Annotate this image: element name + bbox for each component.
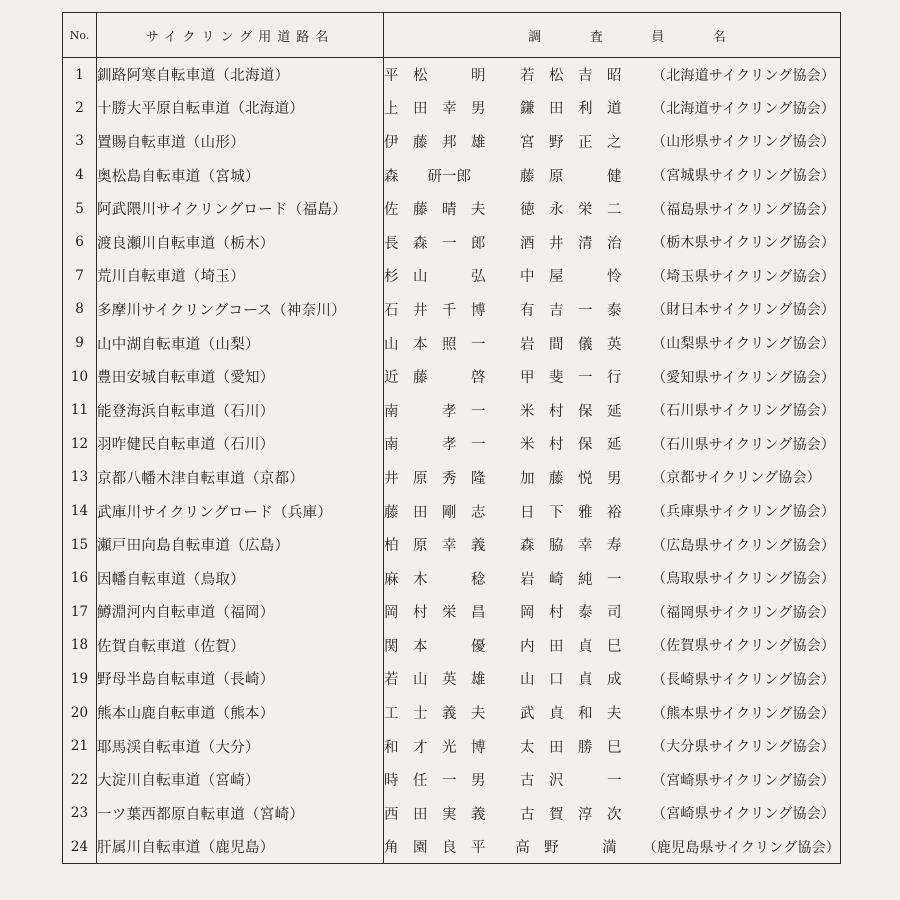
- investigators-cell: [384, 158, 841, 192]
- table-row: [63, 360, 841, 394]
- row-number: 21: [63, 729, 97, 763]
- investigator-1: 工 士 義 夫: [384, 706, 486, 723]
- investigators-cell: [384, 629, 841, 663]
- table-row: [63, 259, 841, 293]
- investigator-1: 平 松 明: [384, 68, 486, 85]
- row-number: 19: [63, 662, 97, 696]
- organization: （鳥取県サイクリング協会）: [652, 571, 836, 588]
- investigator-1: 岡 村 栄 昌: [384, 605, 486, 622]
- road-name: 大淀川自転車道（宮崎）: [97, 763, 384, 797]
- row-number: 6: [63, 225, 97, 259]
- row-number: 18: [63, 629, 97, 663]
- investigator-2: 山 口 貞 成: [520, 672, 622, 689]
- table-row: [63, 326, 841, 360]
- investigator-2: 宮 野 正 之: [520, 134, 622, 151]
- investigator-2: 古 沢 一: [520, 773, 622, 790]
- organization: （京都サイクリング協会）: [652, 470, 821, 487]
- investigators-cell: [384, 259, 841, 293]
- row-number: 20: [63, 696, 97, 730]
- table-row: [63, 662, 841, 696]
- row-number: 8: [63, 293, 97, 327]
- investigator-2: 岩 崎 純 一: [520, 571, 622, 588]
- road-name: 置賜自転車道（山形）: [97, 125, 384, 159]
- investigators-cell: [384, 662, 841, 696]
- row-number: 14: [63, 494, 97, 528]
- investigator-2: 米 村 保 延: [520, 403, 622, 420]
- road-name: 鱒淵河内自転車道（福岡）: [97, 595, 384, 629]
- row-number: 16: [63, 561, 97, 595]
- row-number: 7: [63, 259, 97, 293]
- header-investigators-char: 名: [712, 29, 726, 45]
- table-row: [63, 494, 841, 528]
- road-name: 佐賀自転車道（佐賀）: [97, 629, 384, 663]
- investigator-1: 麻 木 稔: [384, 571, 486, 588]
- row-number: 2: [63, 91, 97, 125]
- investigators-cell: [384, 427, 841, 461]
- investigators-cell: [384, 293, 841, 327]
- road-name: 山中湖自転車道（山梨）: [97, 326, 384, 360]
- investigator-1: 井 原 秀 隆: [384, 470, 486, 487]
- road-name: 多摩川サイクリングコース（神奈川）: [97, 293, 384, 327]
- table-row: [63, 158, 841, 192]
- road-name: 野母半島自転車道（長崎）: [97, 662, 384, 696]
- row-number: 13: [63, 461, 97, 495]
- table-header-row: [63, 13, 841, 58]
- row-number: 12: [63, 427, 97, 461]
- table-row: [63, 393, 841, 427]
- organization: （埼玉県サイクリング協会）: [652, 268, 836, 285]
- road-name: 十勝大平原自転車道（北海道）: [97, 91, 384, 125]
- organization: （兵庫県サイクリング協会）: [652, 504, 836, 521]
- road-name: 熊本山鹿自転車道（熊本）: [97, 696, 384, 730]
- row-number: 15: [63, 528, 97, 562]
- investigator-1: 上 田 幸 男: [384, 101, 486, 118]
- road-name: 豊田安城自転車道（愛知）: [97, 360, 384, 394]
- investigator-2: 鎌 田 利 道: [520, 101, 622, 118]
- organization: （財日本サイクリング協会）: [652, 302, 836, 319]
- investigator-2: 酒 井 清 治: [520, 235, 622, 252]
- investigator-2: 徳 永 栄 二: [520, 202, 622, 219]
- row-number: 5: [63, 192, 97, 226]
- survey-table: [62, 12, 841, 864]
- investigator-1: 角 園 良 平: [384, 840, 486, 857]
- investigator-2: 武 貞 和 夫: [520, 706, 622, 723]
- investigator-1: 石 井 千 博: [384, 302, 486, 319]
- road-name: 阿武隈川サイクリングロード（福島）: [97, 192, 384, 226]
- row-number: 23: [63, 797, 97, 831]
- road-name: 因幡自転車道（鳥取）: [97, 561, 384, 595]
- table-row: [63, 192, 841, 226]
- road-name: 羽咋健民自転車道（石川）: [97, 427, 384, 461]
- investigator-2: 森 脇 幸 寿: [520, 538, 622, 555]
- road-name: 能登海浜自転車道（石川）: [97, 393, 384, 427]
- investigator-1: 若 山 英 雄: [384, 672, 486, 689]
- investigator-1: 山 本 照 一: [384, 336, 486, 353]
- investigator-2: 米 村 保 延: [520, 437, 622, 454]
- investigator-1: 和 才 光 博: [384, 739, 486, 756]
- table-row: [63, 629, 841, 663]
- table-row: [63, 729, 841, 763]
- organization: （大分県サイクリング協会）: [652, 739, 836, 756]
- organization: （福岡県サイクリング協会）: [652, 604, 836, 621]
- organization: （栃木県サイクリング協会）: [652, 235, 836, 252]
- road-name: 武庫川サイクリングロード（兵庫）: [97, 494, 384, 528]
- investigator-1: 杉 山 弘: [384, 269, 486, 286]
- organization: （鹿児島県サイクリング協会）: [642, 839, 840, 856]
- organization: （山梨県サイクリング協会）: [652, 336, 836, 353]
- table-row: [63, 58, 841, 92]
- table-row: [63, 225, 841, 259]
- investigator-2: 古 賀 淳 次: [520, 806, 622, 823]
- investigators-cell: [384, 461, 841, 495]
- header-road-name: サイクリング用道路名: [97, 13, 384, 58]
- table-row: [63, 763, 841, 797]
- investigator-1: 南 孝 一: [384, 437, 486, 454]
- table-body: [63, 58, 841, 864]
- organization: （北海道サイクリング協会）: [652, 100, 836, 117]
- organization: （広島県サイクリング協会）: [652, 537, 836, 554]
- row-number: 4: [63, 158, 97, 192]
- road-name: 釧路阿寒自転車道（北海道）: [97, 58, 384, 92]
- organization: （宮崎県サイクリング協会）: [652, 806, 836, 823]
- row-number: 24: [63, 830, 97, 864]
- investigator-1: 南 孝 一: [384, 403, 486, 420]
- investigators-cell: [384, 528, 841, 562]
- road-name: 荒川自転車道（埼玉）: [97, 259, 384, 293]
- investigators-cell: [384, 830, 841, 864]
- table-row: [63, 696, 841, 730]
- organization: （山形県サイクリング協会）: [652, 134, 836, 151]
- investigator-1: 時 任 一 男: [384, 773, 486, 790]
- investigator-2: 日 下 雅 裕: [520, 504, 622, 521]
- organization: （宮崎県サイクリング協会）: [652, 772, 836, 789]
- investigator-2: 加 藤 悦 男: [520, 470, 622, 487]
- investigator-2: 高 野 満: [515, 840, 617, 857]
- row-number: 3: [63, 125, 97, 159]
- investigators-cell: [384, 595, 841, 629]
- organization: （石川県サイクリング協会）: [652, 436, 836, 453]
- table-row: [63, 561, 841, 595]
- investigators-cell: [384, 125, 841, 159]
- investigators-cell: [384, 225, 841, 259]
- organization: （熊本県サイクリング協会）: [652, 705, 836, 722]
- table-row: [63, 427, 841, 461]
- road-name: 奥松島自転車道（宮城）: [97, 158, 384, 192]
- row-number: 10: [63, 360, 97, 394]
- road-name: 一ツ葉西都原自転車道（宮崎）: [97, 797, 384, 831]
- table-row: [63, 125, 841, 159]
- investigator-1: 佐 藤 晴 夫: [384, 202, 486, 219]
- investigators-cell: [384, 393, 841, 427]
- investigator-1: 藤 田 剛 志: [384, 504, 486, 521]
- table-row: [63, 595, 841, 629]
- investigators-cell: [384, 326, 841, 360]
- investigators-cell: [384, 192, 841, 226]
- investigators-cell: [384, 797, 841, 831]
- table-row: [63, 293, 841, 327]
- investigator-1: 柏 原 幸 義: [384, 538, 486, 555]
- investigator-2: 岩 間 儀 英: [520, 336, 622, 353]
- table-row: [63, 830, 841, 864]
- table-row: [63, 461, 841, 495]
- row-number: 11: [63, 393, 97, 427]
- organization: （宮城県サイクリング協会）: [652, 168, 836, 185]
- investigator-1: 伊 藤 邦 雄: [384, 134, 486, 151]
- investigators-cell: [384, 91, 841, 125]
- road-name: 肝属川自転車道（鹿児島）: [97, 830, 384, 864]
- investigators-cell: [384, 58, 841, 92]
- investigators-cell: [384, 360, 841, 394]
- road-name: 渡良瀬川自転車道（栃木）: [97, 225, 384, 259]
- investigators-cell: [384, 561, 841, 595]
- organization: （石川県サイクリング協会）: [652, 403, 836, 420]
- header-investigators-char: 員: [651, 29, 665, 45]
- header-no: No.: [63, 13, 97, 58]
- investigator-2: 中 屋 怜: [520, 269, 622, 286]
- table-row: [63, 91, 841, 125]
- investigator-1: 森 研一郎: [384, 168, 471, 185]
- investigators-cell: [384, 696, 841, 730]
- organization: （福島県サイクリング協会）: [652, 201, 836, 218]
- investigator-2: 藤 原 健: [520, 168, 622, 185]
- row-number: 1: [63, 58, 97, 92]
- investigator-1: 西 田 実 義: [384, 806, 486, 823]
- organization: （長崎県サイクリング協会）: [652, 671, 836, 688]
- investigator-2: 甲 斐 一 行: [520, 370, 622, 387]
- row-number: 17: [63, 595, 97, 629]
- road-name: 耶馬渓自転車道（大分）: [97, 729, 384, 763]
- investigators-cell: [384, 729, 841, 763]
- investigators-cell: [384, 763, 841, 797]
- organization: （北海道サイクリング協会）: [652, 67, 836, 84]
- road-name: 京都八幡木津自転車道（京都）: [97, 461, 384, 495]
- header-investigators-char: 調: [528, 29, 542, 45]
- investigators-cell: [384, 494, 841, 528]
- investigator-2: 岡 村 泰 司: [520, 605, 622, 622]
- header-investigators: [384, 13, 841, 58]
- row-number: 22: [63, 763, 97, 797]
- road-name: 瀬戸田向島自転車道（広島）: [97, 528, 384, 562]
- table-row: [63, 528, 841, 562]
- investigator-2: 有 吉 一 泰: [520, 302, 622, 319]
- row-number: 9: [63, 326, 97, 360]
- investigator-1: 近 藤 啓: [384, 370, 486, 387]
- investigator-2: 内 田 貞 巳: [520, 638, 622, 655]
- organization: （愛知県サイクリング協会）: [652, 369, 836, 386]
- investigator-2: 太 田 勝 巳: [520, 739, 622, 756]
- investigator-2: 若 松 吉 昭: [520, 68, 622, 85]
- investigator-1: 関 本 優: [384, 638, 486, 655]
- organization: （佐賀県サイクリング協会）: [652, 638, 836, 655]
- header-investigators-char: 査: [589, 29, 603, 45]
- table-row: [63, 797, 841, 831]
- investigator-1: 長 森 一 郎: [384, 235, 486, 252]
